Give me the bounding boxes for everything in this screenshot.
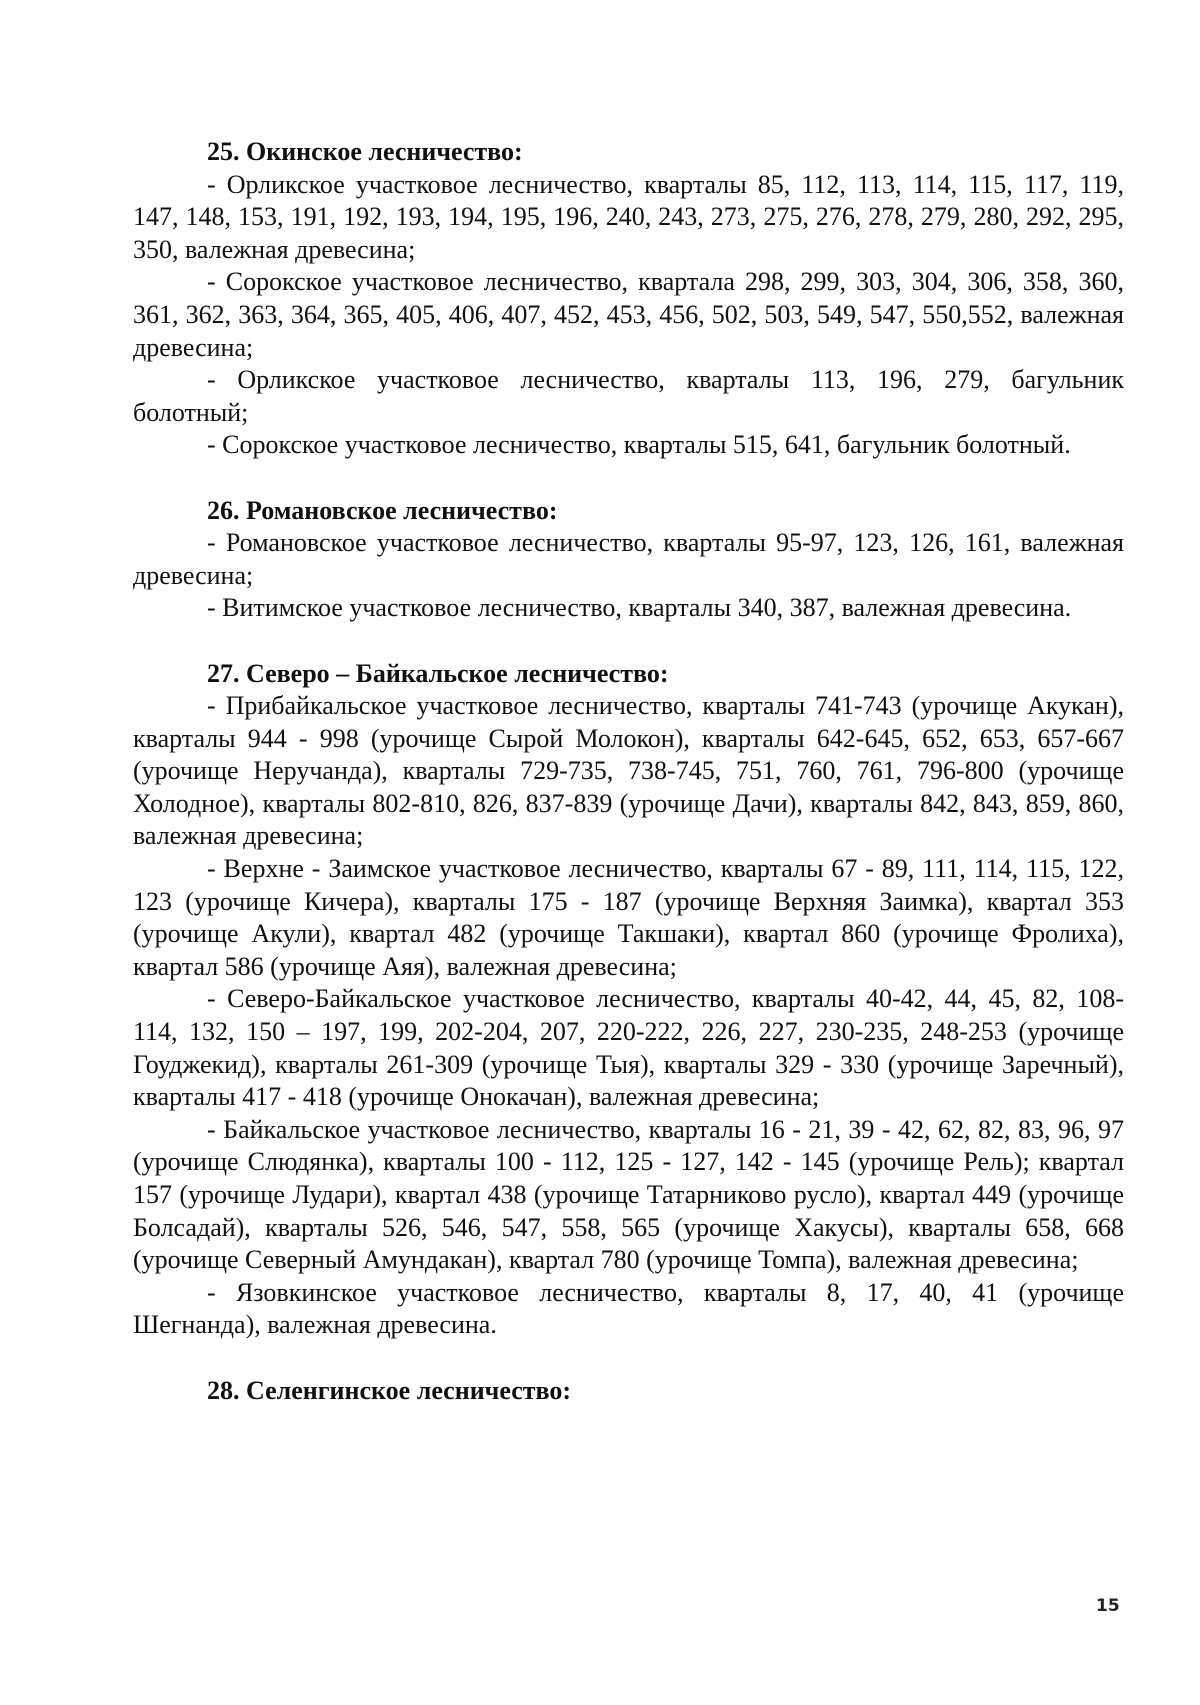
page-number: 15 bbox=[1096, 1596, 1120, 1616]
section-heading: 25. Окинское лесничество: bbox=[207, 137, 523, 166]
section-25-okinskoe bbox=[133, 136, 1124, 462]
section-heading: 26. Романовское лесничество: bbox=[207, 495, 558, 525]
section-heading: 27. Северо – Байкальское лесничество: bbox=[207, 658, 669, 688]
paragraph: - Романовское участковое лесничество, кварталы 95-97, 123, 126, 161, валежная древесина; bbox=[133, 528, 1124, 590]
paragraph: - Орликское участковое лесничество, кварталы 85, 112, 113, 114, 115, 117, 119, 147, 148, 153, 191, 192, 193, 194, 195, 196, 240, 243, 273, 275, 276, 278, 279, 280, 292, 295, 350, валежная древесина; bbox=[133, 169, 1124, 264]
section-26-romanovskoe bbox=[133, 495, 1124, 625]
paragraph: - Прибайкальское участковое лесничество, кварталы 741-743 (урочище Акукан), кварталы 944 - 998 (урочище Сырой Молокон), кварталы 642-645, 652, 653, 657-667 (урочище Неручанда), кварталы 729-735, 738-745, 751, 760, 761, 796-800 (урочище Холодное), кварталы 802-810, 826, 837-839 (урочище Дачи), кварталы 842, 843, 859, 860, валежная древесина; bbox=[133, 691, 1124, 851]
section-27-severo-baikalskoe bbox=[133, 658, 1124, 1342]
paragraph: - Язовкинское участковое лесничество, кварталы 8, 17, 40, 41 (урочище Шегнанда), валежная древесина. bbox=[133, 1277, 1124, 1340]
paragraph: - Сорокское участковое лесничество, кварталы 515, 641, багульник болотный. bbox=[207, 430, 1071, 460]
paragraph: - Сорокское участковое лесничество, квартала 298, 299, 303, 304, 306, 358, 360, 361, 362, 363, 364, 365, 405, 406, 407, 452, 453, 456, 502, 503, 549, 547, 550,552, валежная древесина; bbox=[133, 267, 1124, 362]
paragraph: - Байкальское участковое лесничество, кварталы 16 - 21, 39 - 42, 62, 82, 83, 96, 97 (урочище Слюдянка), кварталы 100 - 112, 125 - 127, 142 - 145 (урочище Рель); квартал 157 (урочище Лудари), квартал 438 (урочище Татарниково русло), квартал 449 (урочище Болсадай), кварталы 526, 546, 547, 558, 565 (урочище Хакусы), кварталы 658, 668 (урочище Северный Амундакан), квартал 780 (урочище Томпа), валежная древесина; bbox=[133, 1114, 1124, 1275]
paragraph: - Верхне - Заимское участковое лесничество, кварталы 67 - 89, 111, 114, 115, 122, 123 (урочище Кичера), кварталы 175 - 187 (урочище Верхняя Заимка), квартал 353 (урочище Акули), квартал 482 (урочище Такшаки), квартал 860 (урочище Фролиха), квартал 586 (урочище Аяя), валежная древесина; bbox=[133, 854, 1124, 981]
document-body bbox=[133, 136, 1124, 1407]
paragraph: - Северо-Байкальское участковое лесничество, кварталы 40-42, 44, 45, 82, 108-114, 132, 150 – 197, 199, 202-204, 207, 220-222, 226, 227, 230-235, 248-253 (урочище Гоуджекид), кварталы 261-309 (урочище Тыя), кварталы 329 - 330 (урочище Заречный), кварталы 417 - 418 (урочище Онокачан), валежная древесина; bbox=[133, 984, 1124, 1112]
section-heading: 28. Селенгинское лесничество: bbox=[207, 1375, 572, 1405]
paragraph: - Витимское участковое лесничество, кварталы 340, 387, валежная древесина. bbox=[207, 593, 1072, 623]
paragraph: - Орликское участковое лесничество, кварталы 113, 196, 279, багульник болотный; bbox=[133, 365, 1124, 427]
section-28-selenginskoe bbox=[133, 1375, 1124, 1408]
